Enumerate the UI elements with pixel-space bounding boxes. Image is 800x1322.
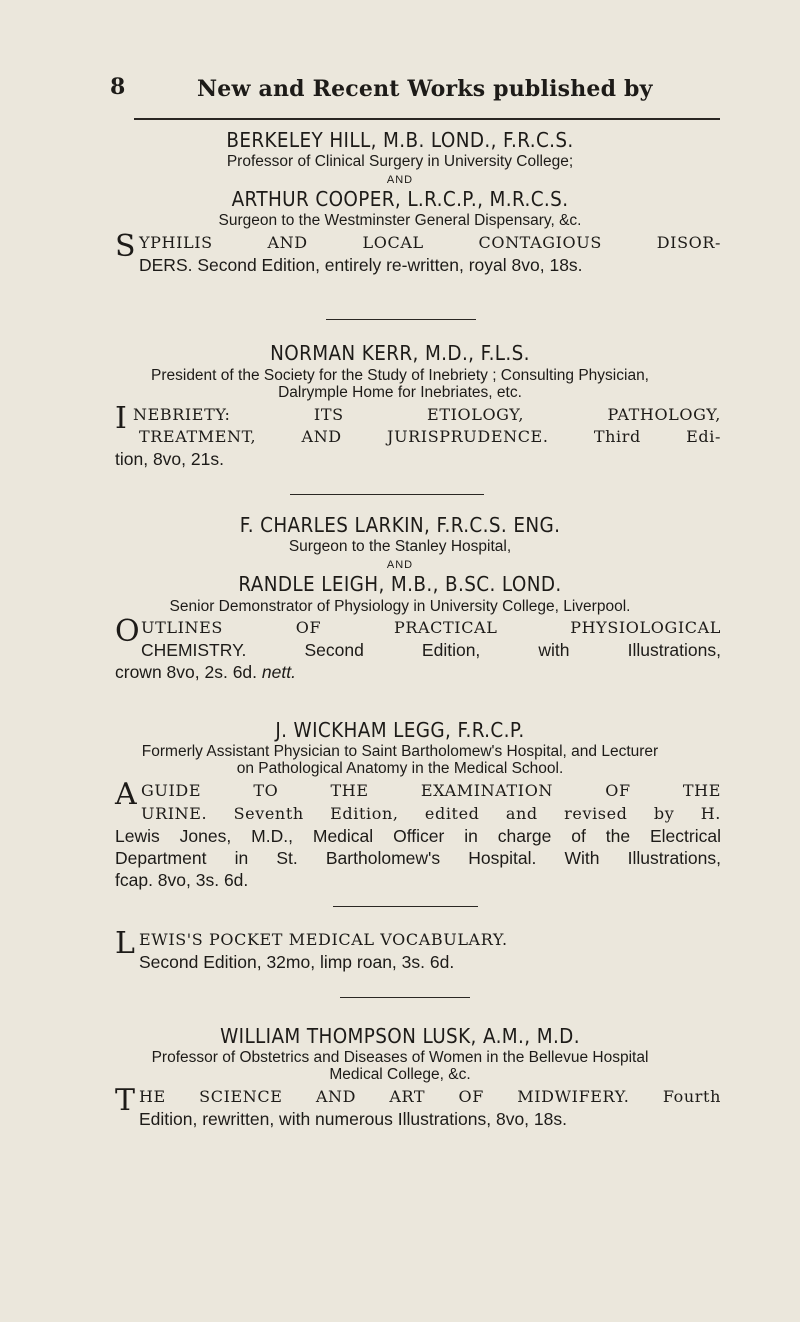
entry-text-line: DERS. Second Edition, entirely re-written, royal 8vo, 18s.	[139, 255, 583, 275]
book-entry-physiological-chemistry	[115, 614, 721, 683]
author-affiliation: Formerly Assistant Physician to Saint Bartholomew's Hospital, and Lecturer	[141, 743, 659, 760]
header-rule	[134, 118, 720, 120]
section-divider	[333, 906, 478, 907]
drop-cap: A	[115, 777, 137, 812]
page-number: 8	[110, 74, 126, 100]
entry-title-line: TREATMENT, AND JURISPRUDENCE. Third Edi-	[139, 427, 721, 446]
author-name: BERKELEY HILL, M.B. LOND., F.R.C.S.	[226, 128, 574, 152]
book-entry-midwifery	[115, 1083, 721, 1130]
and-separator: AND	[386, 559, 414, 571]
entry-title-line: UTLINES OF PRACTICAL PHYSIOLOGICAL	[141, 618, 721, 637]
book-entry-urine-guide	[115, 777, 721, 891]
author-name: J. WICKHAM LEGG, F.R.C.P.	[275, 718, 525, 742]
entry-text-line: Department in St. Bartholomew's Hospital. With Illustrations,	[115, 848, 721, 868]
drop-cap: O	[115, 614, 140, 649]
entry-title-line: HE SCIENCE AND ART OF MIDWIFERY. Fourth	[139, 1087, 721, 1106]
running-title: New and Recent Works published by	[197, 76, 653, 102]
drop-cap: S	[115, 229, 136, 264]
author-affiliation: Professor of Clinical Surgery in University College;	[226, 153, 574, 170]
book-entry-medical-vocabulary	[115, 926, 721, 973]
book-entry-syphilis	[115, 229, 721, 276]
section-divider	[326, 319, 476, 320]
entry-text-line: Lewis Jones, M.D., Medical Officer in charge of the Electrical	[115, 826, 721, 846]
entry-title-line: NEBRIETY: ITS ETIOLOGY, PATHOLOGY,	[133, 405, 721, 424]
author-name: NORMAN KERR, M.D., F.L.S.	[270, 341, 530, 365]
entry-text-line: tion, 8vo, 21s.	[115, 449, 224, 469]
entry-title-line: EWIS'S POCKET MEDICAL VOCABULARY.	[139, 930, 508, 949]
entry-price: crown 8vo, 2s. 6d.	[115, 662, 262, 682]
author-affiliation: President of the Society for the Study of Inebriety ; Consulting Physician,	[151, 367, 649, 384]
author-affiliation: Surgeon to the Stanley Hospital,	[288, 538, 512, 555]
entry-title-line: GUIDE TO THE EXAMINATION OF THE	[141, 781, 721, 800]
section-divider	[340, 997, 470, 998]
entry-text-line: Edition, rewritten, with numerous Illustrations, 8vo, 18s.	[139, 1109, 567, 1129]
entry-text-line	[115, 661, 721, 683]
author-name: ARTHUR COOPER, L.R.C.P., M.R.C.S.	[231, 187, 569, 211]
book-entry-inebriety	[115, 401, 721, 470]
author-name: F. CHARLES LARKIN, F.R.C.S. ENG.	[239, 513, 561, 537]
author-affiliation: Dalrymple Home for Inebriates, etc.	[278, 384, 522, 401]
author-affiliation: on Pathological Anatomy in the Medical School.	[236, 760, 564, 777]
drop-cap: T	[115, 1083, 136, 1118]
author-affiliation: Professor of Obstetrics and Diseases of Women in the Bellevue Hospital	[151, 1049, 649, 1066]
drop-cap: L	[115, 926, 135, 961]
entry-text-line: Second Edition, 32mo, limp roan, 3s. 6d.	[139, 952, 455, 972]
author-affiliation: Surgeon to the Westminster General Dispensary, &c.	[218, 212, 582, 229]
and-separator: AND	[386, 174, 414, 186]
author-affiliation: Medical College, &c.	[329, 1066, 471, 1083]
entry-title-line: YPHILIS AND LOCAL CONTAGIOUS DISOR-	[139, 233, 721, 252]
section-divider	[290, 494, 484, 495]
drop-cap: I	[115, 401, 127, 436]
author-name: WILLIAM THOMPSON LUSK, A.M., M.D.	[220, 1024, 580, 1048]
entry-text-line: CHEMISTRY. Second Edition, with Illustrations,	[141, 640, 721, 660]
author-name: RANDLE LEIGH, M.B., B.SC. LOND.	[238, 572, 562, 596]
entry-text-line: fcap. 8vo, 3s. 6d.	[115, 870, 249, 890]
author-affiliation: Senior Demonstrator of Physiology in University College, Liverpool.	[169, 598, 631, 615]
entry-text-line: URINE. Seventh Edition, edited and revised by H.	[141, 804, 721, 823]
entry-note: nett.	[261, 662, 296, 682]
